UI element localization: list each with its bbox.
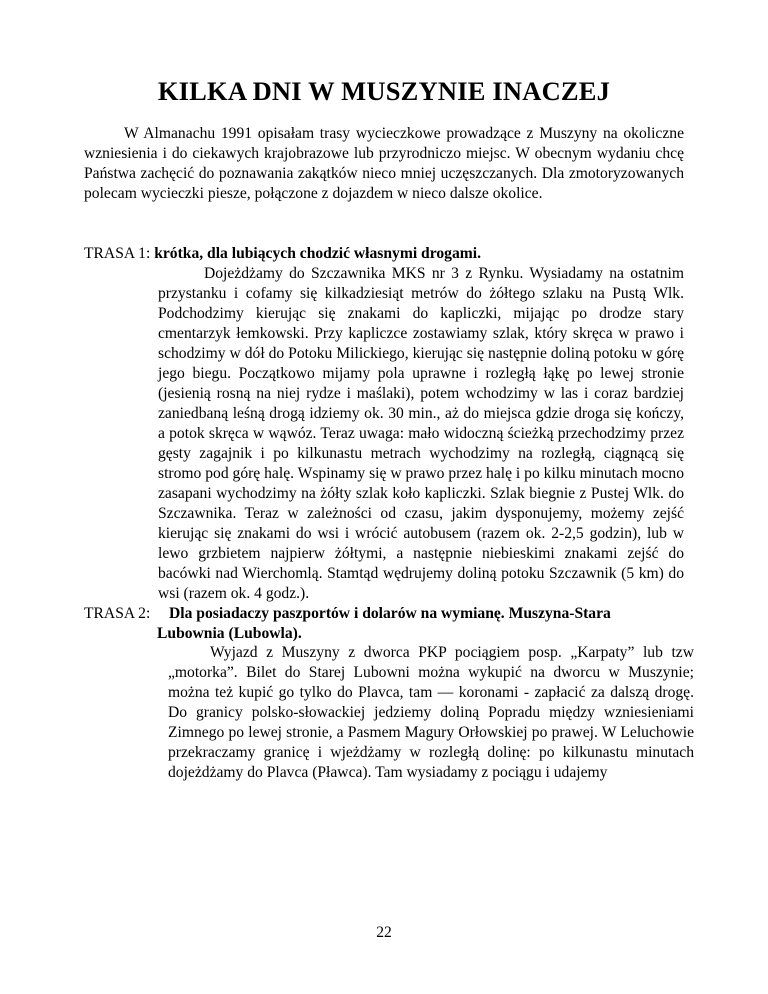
route1-paragraph (158, 264, 684, 604)
route2-paragraph (168, 643, 694, 783)
route1-heading: krótka, dla lubiących chodzić własnymi drogami. (154, 245, 481, 262)
page-number: 22 (376, 924, 392, 941)
intro-text: W Almanachu 1991 opisałam trasy wycieczkowe prowadzące z Muszyny na okoliczne wzniesienia i do ciekawych krajobrazowe lub przyrodniczo miejsc. W obecnym wydaniu chcę Państwa zachęcić do poznawania zakątków nieco mniej uczęszczanych. Dla zmotoryzowanych polecam wycieczki piesze, połączone z dojazdem w nieco dalsze okolice. (84, 125, 684, 202)
route2-text: Wyjazd z Muszyny z dworca PKP pociągiem posp. „Karpaty” lub tzw „motorka”. Bilet do Starej Lubowni można wykupić na dworcu w Muszynie; można też kupić go tylko do Plavca, tam — koronami - zapłacić za dalszą drogę. Do granicy polsko-słowackiej jedziemy doliną Popradu między wzniesieniami Zimnego po lewej stronie, a Pasmem Magury Orłowskiej po prawej. W Leluchowie przekraczamy granicę i wjeżdżamy w rozległą dolinę: po kilkunastu minutach dojeżdżamy do Plavca (Pławca). Tam wysiadamy z pociągu i udajemy (168, 644, 694, 781)
route1-heading-line (84, 244, 481, 264)
route2-heading: Dla posiadaczy paszportów i dolarów na wymianę. Muszyna-Stara (169, 605, 611, 622)
page-title: KILKA DNI W MUSZYNIE INACZEJ (157, 76, 611, 106)
route1-label: TRASA 1: (84, 245, 151, 262)
intro-paragraph (84, 124, 684, 204)
route2-label: TRASA 2: (84, 605, 151, 622)
route1-text: Dojeżdżamy do Szczawnika MKS nr 3 z Rynku. Wysiadamy na ostatnim przystanku i cofamy się kilkadziesiąt metrów do żółtego szlaku na Pustą Wlk. Podchodzimy kierując się znakami do kapliczki, mijając po drodze stary cmentarzyk łemkowski. Przy kapliczce zostawiamy szlak, który skręca w prawo i schodzimy w dół do Potoku Milickiego, kierując się następnie doliną potoku w górę jego biegu. Początkowo mijamy pola uprawne i rozległą łąkę po lewej stronie (jesienią rosną na niej rydze i maślaki), potem wchodzimy w las i coraz bardziej zaniedbaną leśną drogą idziemy ok. 30 min., aż do miejsca gdzie droga się kończy, a potok skręca w wąwóz. Teraz uwaga: mało widoczną ścieżką przechodzimy przez gęsty zagajnik i po kilkunastu metrach wychodzimy na rozległą, ciągnącą się stromo pod górę halę. Wspinamy się w prawo przez halę i po kilku minutach mocno zasapani wychodzimy na żółty szlak koło kapliczki. Szlak biegnie z Pustej Wlk. do Szczawnika. Teraz w zależności od czasu, jakim dysponujemy, możemy zejść kierując się znakami do wsi i wrócić autobusem (razem ok. 2-2,5 godzin), lub w lewo grzbietem najpierw żółtymi, a następnie niebieskimi znakami zejść do bacówki nad Wierchomlą. Stamtąd wędrujemy doliną potoku Szczawnik (5 km) do wsi (razem ok. 4 godz.). (158, 265, 684, 602)
route2-heading-continued: Lubownia (Lubowla). (157, 625, 302, 642)
route2-heading-line (84, 604, 694, 644)
